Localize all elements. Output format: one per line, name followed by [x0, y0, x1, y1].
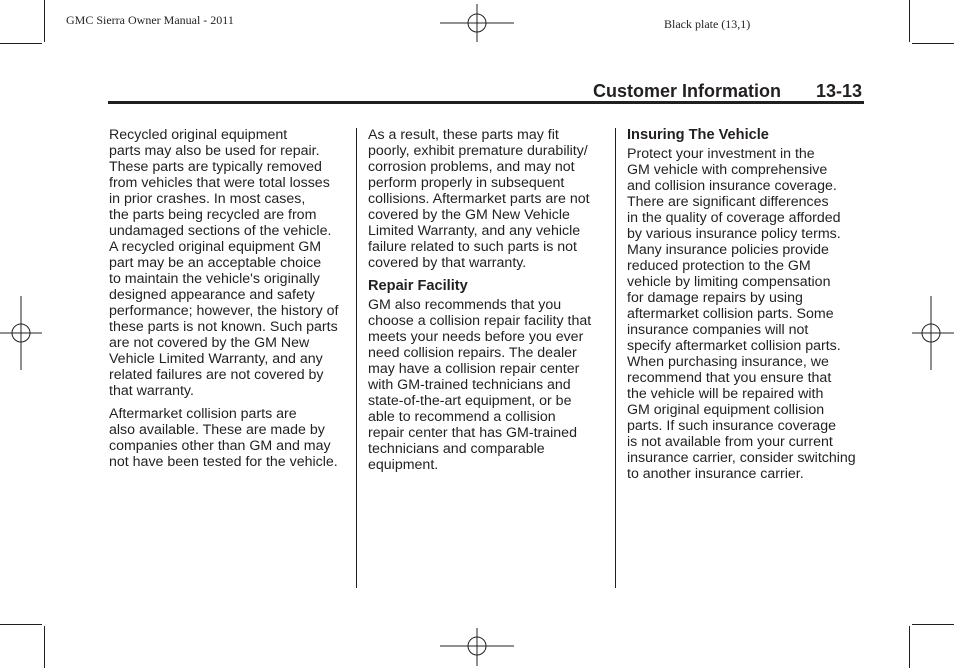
column-divider	[356, 128, 357, 588]
column-2	[368, 127, 604, 480]
plate-label: Black plate (13,1)	[664, 17, 751, 31]
heading-repair-facility: Repair Facility	[368, 278, 468, 294]
crop-mark	[912, 624, 954, 625]
crop-mark	[912, 43, 954, 44]
registration-crosshair-icon	[0, 296, 42, 370]
page-number: 13-13	[816, 81, 863, 101]
column-divider	[615, 128, 616, 588]
column-1	[109, 127, 349, 477]
crop-mark	[44, 0, 45, 42]
crop-mark	[0, 624, 42, 625]
registration-crosshair-icon	[440, 4, 514, 42]
heading-insuring-vehicle: Insuring The Vehicle	[627, 127, 769, 143]
paragraph-repair-facility: GM also recommends that you choose a collision repair facility that meets your needs before you ever need collision repairs. The dealer may have a collision repair center with GM-trained technicians and state-of-the-art equipment, or be able to recommend a collision repair center that has GM-trained technicians and comparable equipment.	[368, 297, 592, 473]
manual-title: GMC Sierra Owner Manual - 2011	[66, 13, 234, 27]
registration-crosshair-icon	[440, 628, 514, 666]
paragraph-aftermarket-fit: As a result, these parts may fit poorly, exhibit premature durability/ corrosion problems, and may not perform properly in subsequent collisions. Aftermarket parts are not covered by the GM New Vehicle Limited Warranty, and any vehicle failure related to such parts is not covered by that warranty.	[368, 127, 590, 271]
crop-mark	[44, 626, 45, 668]
crop-mark	[909, 626, 910, 668]
paragraph-recycled-parts: Recycled original equipment parts may also be used for repair. These parts are typically removed from vehicles that were total losses in prior crashes. In most cases, the parts being recycled are from undamaged sections of the vehicle. A recycled original equipment GM part may be an acceptable choice to maintain the vehicle's originally designed appearance and safety performance; however, the history of these parts is not known. Such parts are not covered by the GM New Vehicle Limited Warranty, and any related failures are not covered by that warranty.	[109, 127, 339, 399]
crop-mark	[0, 43, 42, 44]
header-rule	[108, 101, 864, 104]
paragraph-aftermarket-parts: Aftermarket collision parts are also available. These are made by companies other than GM and may not have been tested for the vehicle.	[109, 406, 338, 470]
registration-crosshair-icon	[912, 296, 954, 370]
section-title: Customer Information	[593, 81, 782, 101]
crop-mark	[909, 0, 910, 42]
paragraph-insurance: Protect your investment in the GM vehicle with comprehensive and collision insurance coverage. There are significant differences in the quality of coverage afforded by various insurance policy terms. Many insurance policies provide reduced protection to the GM vehicle by limiting compensation for damage repairs by using aftermarket collision parts. Some insurance companies will not specify aftermarket collision parts. When purchasing insurance, we recommend that you ensure that the vehicle will be repaired with GM original equipment collision parts. If such insurance coverage is not available from your current insurance carrier, consider switching to another insurance carrier.	[627, 146, 856, 482]
column-3	[627, 127, 867, 489]
